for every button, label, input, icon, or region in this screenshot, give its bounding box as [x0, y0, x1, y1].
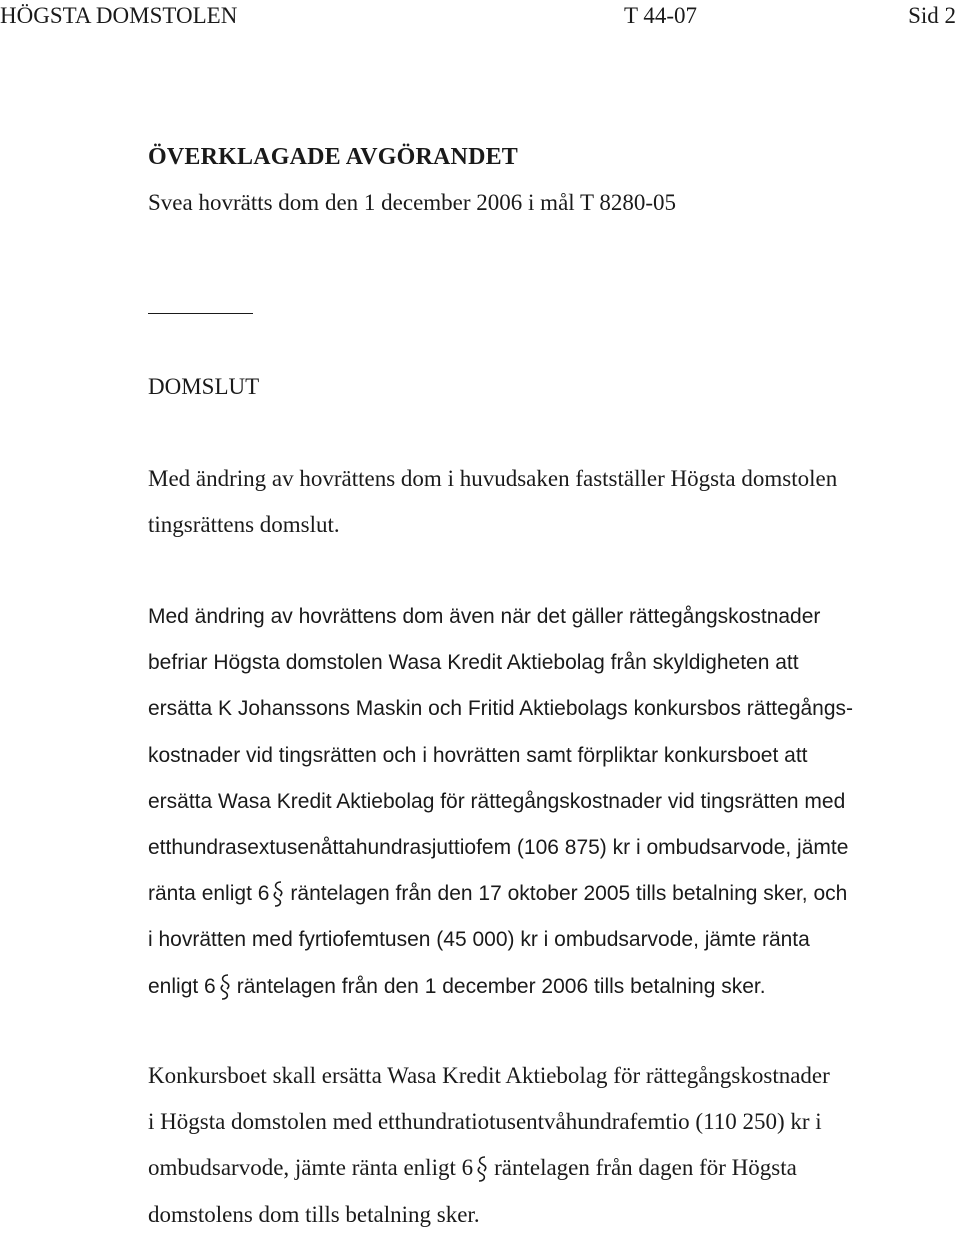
- section-divider: [148, 313, 253, 314]
- text-fragment: ränta enligt 6: [148, 882, 270, 906]
- page-header: [0, 2, 960, 32]
- paragraph-line: tingsrättens domslut.: [148, 512, 340, 538]
- paragraph-line: ersätta K Johanssons Maskin och Fritid Aktiebolags konkursbos rättegångs-: [148, 697, 854, 721]
- section-sign-icon: [475, 1154, 489, 1184]
- paragraph-line: [148, 871, 948, 917]
- paragraph-line: kostnader vid tingsrätten och i hovrätten samt förpliktar konkursboet att: [148, 743, 808, 767]
- paragraph-line: domstolens dom tills betalning sker.: [148, 1201, 480, 1227]
- appealed-decision-heading: ÖVERKLAGADE AVGÖRANDET: [148, 144, 519, 170]
- court-name: HÖGSTA DOMSTOLEN: [0, 3, 238, 28]
- paragraph-line: i Högsta domstolen med etthundratiotusentvåhundrafemtio (110 250) kr i: [148, 1109, 822, 1135]
- text-fragment: ombudsarvode, jämte ränta enligt 6: [148, 1155, 474, 1181]
- paragraph-line: Med ändring av hovrättens dom även när det gäller rättegångskostnader: [148, 605, 821, 628]
- verdict-paragraph-1: [148, 456, 948, 548]
- section-sign-icon: [218, 972, 232, 1002]
- page-number: Sid 2: [908, 3, 956, 28]
- case-number: T 44-07: [624, 3, 698, 28]
- appealed-decision-text: Svea hovrätts dom den 1 december 2006 i mål T 8280-05: [148, 190, 677, 215]
- verdict-paragraph-2: [148, 594, 948, 1010]
- verdict-paragraph-3: [148, 1053, 948, 1238]
- verdict-heading: DOMSLUT: [148, 374, 260, 399]
- text-fragment: räntelagen från den 1 december 2006 tills betalning sker.: [236, 974, 766, 998]
- paragraph-line: ersätta Wasa Kredit Aktiebolag för rättegångskostnader vid tingsrätten med: [148, 789, 846, 813]
- section-sign-icon: [271, 879, 285, 909]
- paragraph-line: Med ändring av hovrättens dom i huvudsaken fastställer Högsta domstolen: [148, 466, 838, 491]
- paragraph-line: i hovrätten med fyrtiofemtusen (45 000) kr i ombudsarvode, jämte ränta: [148, 928, 810, 952]
- paragraph-line: befriar Högsta domstolen Wasa Kredit Aktiebolag från skyldigheten att: [148, 651, 799, 675]
- text-fragment: räntelagen från dagen för Högsta: [494, 1155, 797, 1181]
- paragraph-line: etthundrasextusenåttahundrasjuttiofem (106 875) kr i ombudsarvode, jämte: [148, 836, 849, 860]
- text-fragment: räntelagen från den 17 oktober 2005 tills betalning sker, och: [290, 882, 848, 906]
- paragraph-line: Konkursboet skall ersätta Wasa Kredit Aktiebolag för rättegångskostnader: [148, 1063, 830, 1088]
- text-fragment: enligt 6: [148, 974, 216, 998]
- paragraph-line: [148, 964, 948, 1010]
- paragraph-line: [148, 1145, 948, 1191]
